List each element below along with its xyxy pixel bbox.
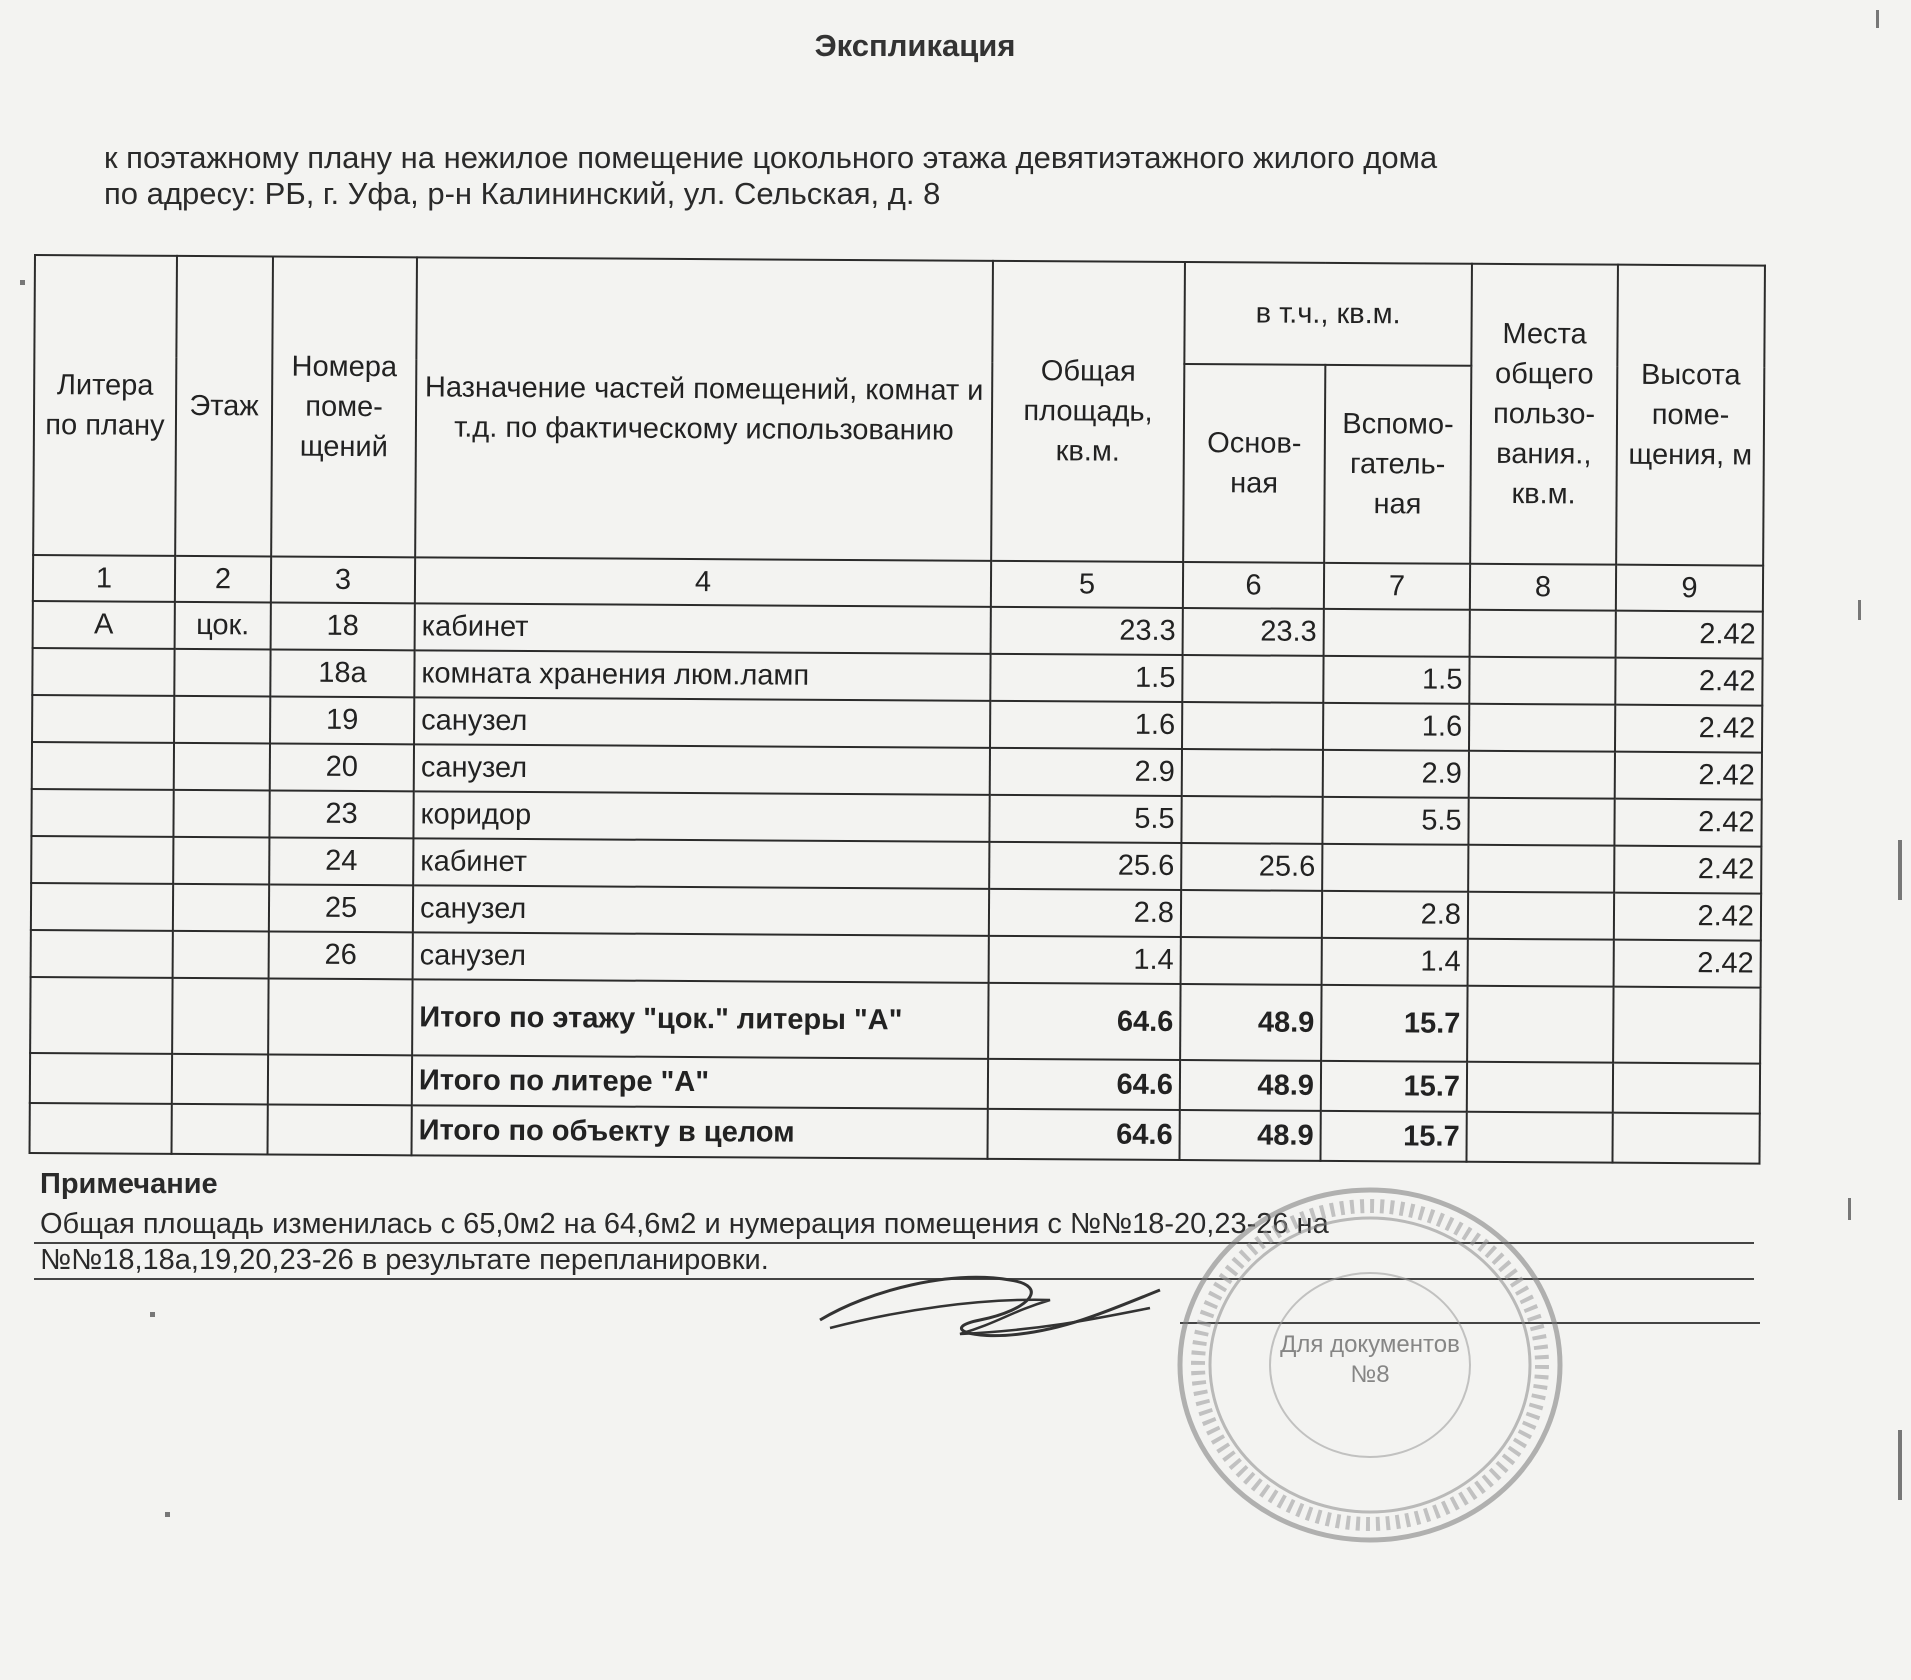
column-number: 4	[415, 557, 991, 607]
cell-main	[1182, 749, 1323, 797]
scan-speck	[150, 1312, 155, 1317]
cell-height: 2.42	[1616, 611, 1763, 659]
cell-purpose: санузел	[413, 932, 989, 983]
cell-total: 2.8	[989, 889, 1181, 937]
total-aux-value: 15.7	[1320, 1111, 1466, 1162]
cell-height: 2.42	[1615, 752, 1762, 800]
header-floor: Этаж	[175, 256, 273, 557]
cell-aux: 2.8	[1322, 891, 1468, 939]
total-label: Итого по объекту в целом	[412, 1105, 988, 1159]
cell-litera: А	[33, 601, 175, 649]
cell-floor	[173, 790, 269, 838]
cell-total: 23.3	[991, 607, 1183, 655]
column-number: 9	[1616, 565, 1763, 612]
cell-purpose: комната хранения люм.ламп	[414, 650, 990, 701]
cell-aux: 2.9	[1323, 750, 1469, 798]
cell-floor	[173, 884, 269, 932]
cell-purpose: коридор	[413, 791, 989, 842]
seal-text	[1260, 1330, 1480, 1390]
header-aux-area: Вспомо-гатель-ная	[1324, 365, 1471, 564]
cell-purpose: санузел	[414, 697, 990, 748]
cell-purpose: кабинет	[413, 838, 989, 889]
document-title: Экспликация	[814, 28, 1016, 63]
cell-main	[1182, 655, 1323, 703]
header-room-numbers: Номера поме-щений	[271, 256, 417, 557]
scan-speck	[1848, 1198, 1851, 1220]
note-line-2: №№18,18а,19,20,23-26 в результате перепланировки.	[40, 1244, 769, 1276]
cell-room: 18а	[270, 649, 414, 697]
cell-floor	[173, 837, 269, 885]
cell-room: 20	[270, 743, 414, 791]
total-aux-value: 15.7	[1321, 1061, 1467, 1112]
header-purpose: Назначение частей помещений, комнат и т.д. по фактическому использованию	[415, 257, 993, 561]
total-main-value: 48.9	[1180, 984, 1321, 1061]
cell-aux: 1.6	[1323, 703, 1469, 751]
cell-main	[1181, 890, 1322, 938]
cell-height: 2.42	[1614, 799, 1761, 847]
note-line-1: Общая площадь изменилась с 65,0м2 на 64,6м2 и нумерация помещения с №№18-20,23-26 на	[40, 1208, 1329, 1240]
scan-speck	[1876, 10, 1879, 28]
cell-litera	[32, 695, 174, 743]
column-number: 5	[991, 561, 1183, 608]
seal-text-sub: №8	[1350, 1361, 1390, 1388]
seal-text-main: Для документов	[1280, 1331, 1460, 1358]
document-subtitle	[104, 140, 1604, 212]
cell-main	[1181, 796, 1322, 844]
total-label: Итого по этажу "цок." литеры "А"	[412, 979, 988, 1059]
cell-main	[1182, 702, 1323, 750]
header-main-area: Основ-ная	[1183, 364, 1325, 563]
cell-room: 25	[269, 884, 413, 932]
cell-aux: 1.5	[1323, 656, 1469, 704]
cell-aux: 1.4	[1322, 938, 1468, 986]
cell-floor: цок.	[175, 602, 271, 650]
total-area-value: 64.6	[988, 1059, 1180, 1110]
cell-room: 23	[269, 790, 413, 838]
cell-litera	[31, 883, 173, 931]
cell-height: 2.42	[1614, 893, 1761, 941]
total-main-value: 48.9	[1179, 1110, 1320, 1161]
cell-total: 1.6	[990, 701, 1182, 749]
explication-table-wrap	[29, 254, 1766, 1165]
cell-total: 1.4	[989, 936, 1181, 984]
cell-common	[1470, 610, 1616, 658]
scan-speck	[1858, 600, 1861, 620]
header-room-height: Высота поме-щения, м	[1616, 265, 1765, 566]
signature-icon	[810, 1250, 1170, 1360]
cell-room: 18	[271, 602, 415, 650]
cell-litera	[32, 648, 174, 696]
cell-litera	[31, 789, 173, 837]
total-label: Итого по литере "А"	[412, 1055, 988, 1109]
header-row-top	[34, 255, 1765, 368]
header-common-area: Места общего пользо-вания., кв.м.	[1470, 264, 1618, 565]
cell-total: 25.6	[989, 842, 1181, 890]
total-main-value: 48.9	[1180, 1060, 1321, 1111]
total-area-value: 64.6	[987, 1109, 1179, 1160]
column-number: 1	[33, 555, 175, 602]
cell-main: 23.3	[1183, 608, 1324, 656]
total-row-object	[30, 1103, 1760, 1164]
cell-floor	[174, 649, 270, 697]
cell-aux	[1322, 844, 1468, 892]
cell-common	[1469, 751, 1615, 799]
cell-floor	[174, 696, 270, 744]
cell-total: 2.9	[990, 748, 1182, 796]
explication-table	[29, 254, 1766, 1165]
cell-room: 24	[269, 837, 413, 885]
cell-height: 2.42	[1615, 658, 1762, 706]
column-number: 3	[271, 556, 415, 603]
cell-common	[1468, 939, 1614, 987]
column-number: 8	[1470, 564, 1616, 611]
header-group-including: в т.ч., кв.м.	[1184, 262, 1472, 366]
cell-purpose: санузел	[413, 885, 989, 936]
cell-aux: 5.5	[1322, 797, 1468, 845]
cell-height: 2.42	[1615, 705, 1762, 753]
cell-room: 19	[270, 696, 414, 744]
cell-aux	[1324, 609, 1470, 657]
cell-common	[1468, 798, 1614, 846]
cell-main: 25.6	[1181, 843, 1322, 891]
cell-litera	[31, 836, 173, 884]
scan-speck	[1898, 1430, 1902, 1500]
cell-common	[1468, 892, 1614, 940]
total-row-floor	[30, 977, 1760, 1064]
cell-height: 2.42	[1614, 940, 1761, 988]
cell-purpose: кабинет	[415, 603, 991, 654]
cell-total: 1.5	[990, 654, 1182, 702]
cell-height: 2.42	[1614, 846, 1761, 894]
cell-room: 26	[269, 931, 413, 979]
total-aux-value: 15.7	[1321, 985, 1467, 1062]
cell-purpose: санузел	[414, 744, 990, 795]
cell-common	[1469, 704, 1615, 752]
column-number: 7	[1324, 563, 1470, 610]
cell-floor	[173, 931, 269, 979]
cell-main	[1181, 937, 1322, 985]
column-number: 6	[1183, 562, 1324, 609]
header-litera: Литера по плану	[33, 255, 177, 556]
cell-litera	[31, 930, 173, 978]
header-total-area: Общая площадь, кв.м.	[991, 261, 1185, 562]
note-heading: Примечание	[40, 1168, 218, 1200]
cell-litera	[32, 742, 174, 790]
total-area-value: 64.6	[988, 983, 1180, 1060]
subtitle-line-2: по адресу: РБ, г. Уфа, р-н Калининский, ул. Сельская, д. 8	[104, 176, 941, 211]
cell-total: 5.5	[989, 795, 1181, 843]
scan-speck	[20, 280, 25, 285]
column-number: 2	[175, 556, 271, 603]
subtitle-line-1: к поэтажному плану на нежилое помещение цокольного этажа девятиэтажного жилого дома	[104, 140, 1438, 175]
cell-common	[1468, 845, 1614, 893]
scan-speck	[165, 1512, 170, 1517]
cell-floor	[174, 743, 270, 791]
cell-common	[1469, 657, 1615, 705]
scan-speck	[1898, 840, 1902, 900]
